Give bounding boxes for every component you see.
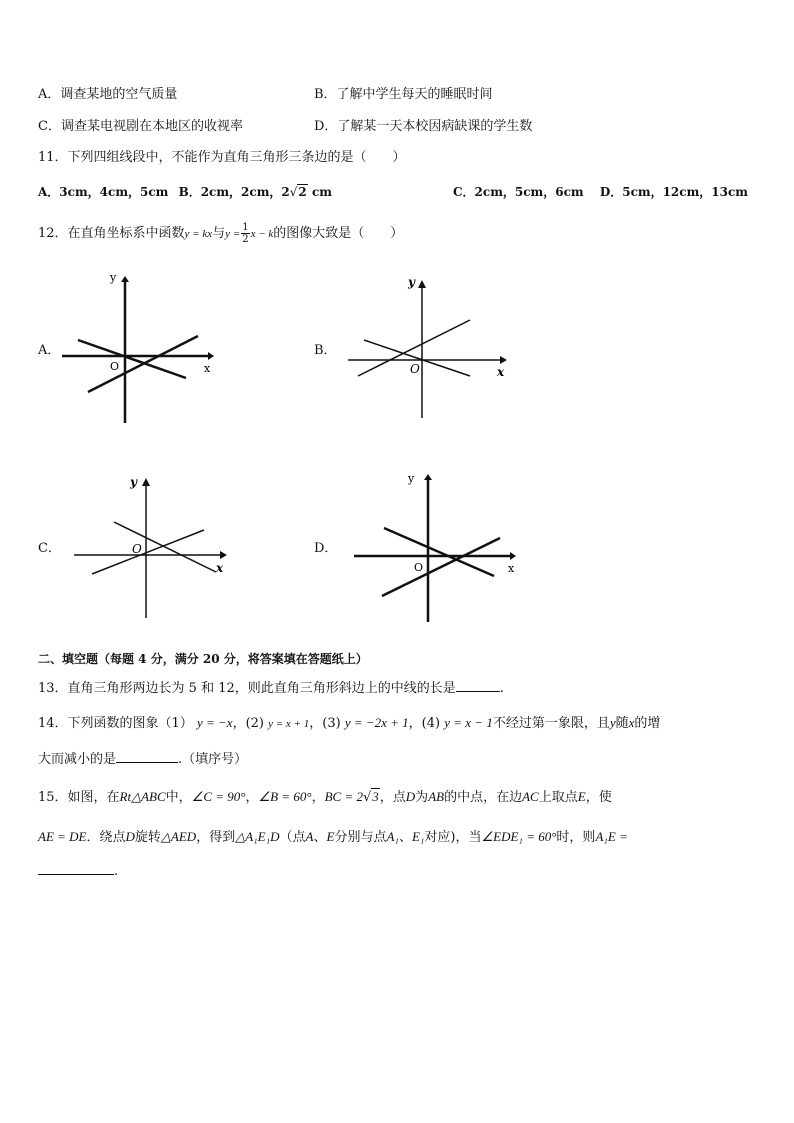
q11-option-a: A．3cm，4cm，5cm [38,185,169,199]
x-label: x [204,362,211,375]
q10-option-c: C．调查某电视剧在本地区的收视率 [38,119,243,134]
q11-option-b-root: 2 [298,185,307,199]
q12-label-c: C． [38,541,61,556]
origin-label: O [414,561,424,574]
q12-label-d: D． [314,541,338,556]
q11-option-c: C．2cm，5cm，6cm [453,185,584,199]
line-decreasing [78,340,186,378]
x-axis-arrow-icon [220,551,227,559]
q12-graph-c [70,474,232,622]
q12-graph-d [350,468,526,624]
x-axis-arrow-icon [500,356,507,364]
y-axis-arrow-icon [142,478,150,486]
q15-line3: . [38,864,118,879]
line-increasing [92,530,204,574]
line-decreasing [114,522,216,572]
q12-graph-b [344,272,512,422]
q11-stem: 11．下列四组线段中，不能作为直角三角形三条边的是（ ） [38,150,406,165]
y-label: y [130,475,137,489]
line-increasing [382,538,500,596]
q11-option-d: D．5cm，12cm，13cm [599,185,748,199]
x-label: x [508,562,515,575]
y-axis-arrow-icon [424,474,432,480]
x-label: x [216,561,224,575]
q15-answer-blank[interactable] [38,874,114,875]
x-label: x [497,365,505,379]
q12-fraction: $\frac{1}{2}$ [242,222,249,245]
y-label: y [110,271,117,284]
q15-line1: 15．如图，在Rt△ABC中，∠C = 90°，∠B = 60°，BC = 2√3，点D为AB的中点，在边AC上取点E，使 [38,789,612,805]
section-title: 二、填空题（每题 4 分，满分 20 分，将答案填在答题纸上） [38,652,368,666]
x-axis-arrow-icon [510,552,516,560]
q10-option-a: A．调查某地的空气质量 [38,87,178,102]
q10-option-b: B．了解中学生每天的睡眠时间 [314,87,493,102]
origin-label: O [132,542,142,556]
q14-line1: 14．下列函数的图象（1） y = −x，(2) y = x + 1，(3) y = −2x + 1，(4) y = x − 1不经过第一象限，且y随x的增 [38,715,661,731]
q13: 13．直角三角形两边长为 5 和 12，则此直角三角形斜边上的中线的长是 . [38,681,504,696]
q12-label-a: A． [38,343,61,358]
q14-line2: 大而减小的是 .（填序号） [38,752,248,767]
q11-option-b: B．2cm，2cm，2√2 cm [178,185,332,199]
y-label: y [408,275,415,289]
q12-graph-a [58,268,218,426]
q13-answer-blank[interactable] [456,691,500,692]
line-increasing [88,336,198,392]
q11-options-cd [453,183,748,200]
q10-option-d: D．了解某一天本校因病缺课的学生数 [314,119,533,134]
y-label: y [408,472,415,485]
q15-root: 3 [372,789,379,804]
y-axis-arrow-icon [121,276,129,282]
x-axis-arrow-icon [208,352,214,360]
q12-label-b: B． [314,343,337,358]
origin-label: O [410,362,420,376]
q14-answer-blank[interactable] [116,762,178,763]
q12-stem: 12．在直角坐标系中函数y = kx与y = $\frac{1}{2}$ x − k的图像大致是（ ） [38,222,404,245]
q15-line2: AE = DE．绕点D旋转△AED，得到△A₁E₁D（点A、E分别与点A₁、E₁对应)，当∠EDE₁ = 60°时，则A₁E = [38,829,628,845]
origin-label: O [110,360,120,373]
y-axis-arrow-icon [418,280,426,288]
q11-options-ab [38,183,332,200]
